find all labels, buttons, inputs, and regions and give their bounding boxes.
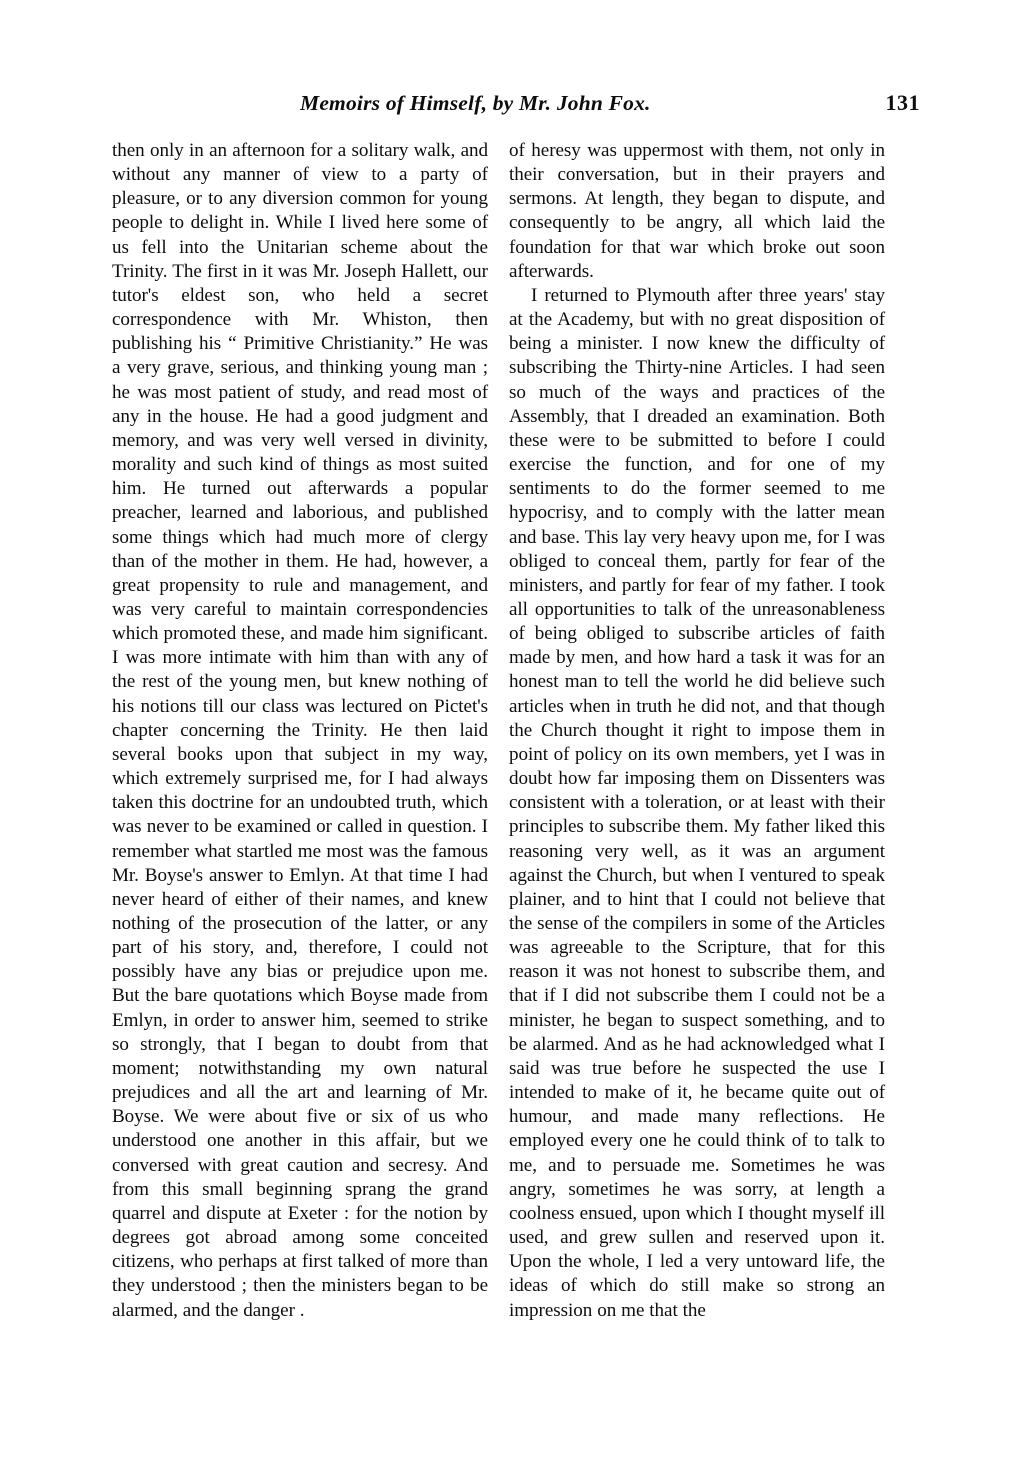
body-columns <box>112 139 920 1389</box>
paragraph: then only in an afternoon for a solitary walk, and without any manner of view to a party of pleasure, or to any diversion common for young people to delight in. While I lived here some of us fell into the Unitarian scheme about the Trinity. The first in it was Mr. Joseph Hallett, our tutor's eldest son, who held a secret correspondence with Mr. Whiston, then publishing his “ Primitive Christianity.” He was a very grave, serious, and thinking young man ; he was most patient of study, and read most of any in the house. He had a good judgment and memory, and was very well versed in divinity, morality and such kind of things as most suited him. He turned out afterwards a popular preacher, learned and laborious, and published some things which had much more of clergy than of the mother in them. He had, however, a great propensity to rule and management, and was very careful to maintain correspondencies which promoted these, and made him significant. I was more intimate with him than with any of the rest of the young men, but knew nothing of his notions till our class was lectured on Pictet's chapter concerning the Trinity. He then laid several books upon that subject in my way, which extremely surprised me, for I had always taken this doctrine for an undoubted truth, which was never to be examined or called in question. I remember what startled me most was the famous Mr. Boyse's answer to Emlyn. At that time I had never heard of either of their names, and knew nothing of the prosecution of the latter, or any part of his story, and, therefore, I could not possibly have any bias or prejudice upon me. But the bare quotations which Boyse made from Emlyn, in order to answer him, seemed to strike so strongly, that I began to doubt from that moment; notwithstanding my own natural prejudices and all the art and learning of Mr. Boyse. We were about five or six of us who understood one another in this affair, but we conversed with great caution and secresy. And from this small beginning sprang the grand quarrel and dispute at Exeter : for the notion by degrees got abroad among some conceited citizens, who perhaps at first talked of more than they understood ; then the ministers began to be alarmed, and the danger . <box>112 140 488 1321</box>
page-title: Memoirs of Himself, by Mr. John Fox. <box>300 91 651 115</box>
paragraph: I returned to Plymouth after three years' stay at the Academy, but with no great disposition of being a minister. I now knew the difficulty of subscribing the Thirty-nine Articles. I had seen so much of the ways and practices of the Assembly, that I dreaded an examination. Both these were to be submitted to before I could exercise the function, and for one of my sentiments to do the former seemed to me hypocrisy, and to comply with the latter mean and base. This lay very heavy upon me, for I was obliged to conceal them, partly for fear of the ministers, and partly for fear of my father. I took all opportunities to talk of the unreasonableness of being obliged to subscribe articles of faith made by men, and how hard a task it was for an honest man to tell the world he did believe such articles when in truth he did not, and that though the Church thought it right to impose them in point of policy on its own members, yet I was in doubt how far imposing them on Dissenters was consistent with a toleration, or at least with their principles to subscribe them. My father liked this reasoning very well, as it was an argument against the Church, but when I ventured to speak plainer, and to hint that I could not believe that the sense of the compilers in some of the Articles was agreeable to the Scripture, that for this reason it was not honest to subscribe them, and that if I did not subscribe them I could not be a minister, he began to suspect something, and to be alarmed. And as he had acknowledged what I said was true before he suspected the use I intended to make of it, he became quite out of humour, and made many reflections. He employed every one he could think of to talk to me, and to persuade me. Sometimes he was angry, sometimes he was sorry, at length a coolness ensued, upon which I thought myself ill used, and grew sullen and reserved upon it. Upon the whole, I led a very untoward life, the ideas of which do still make so strong an impression on me that the <box>509 284 885 1321</box>
running-head <box>112 90 920 124</box>
column-right <box>509 139 885 1323</box>
paragraph: of heresy was uppermost with them, not only in their conversation, but in their prayers and sermons. At length, they began to dispute, and consequently to be angry, all which laid the foundation for that war which broke out soon afterwards. <box>509 140 885 282</box>
page-number: 131 <box>885 90 920 115</box>
column-left <box>112 139 488 1323</box>
